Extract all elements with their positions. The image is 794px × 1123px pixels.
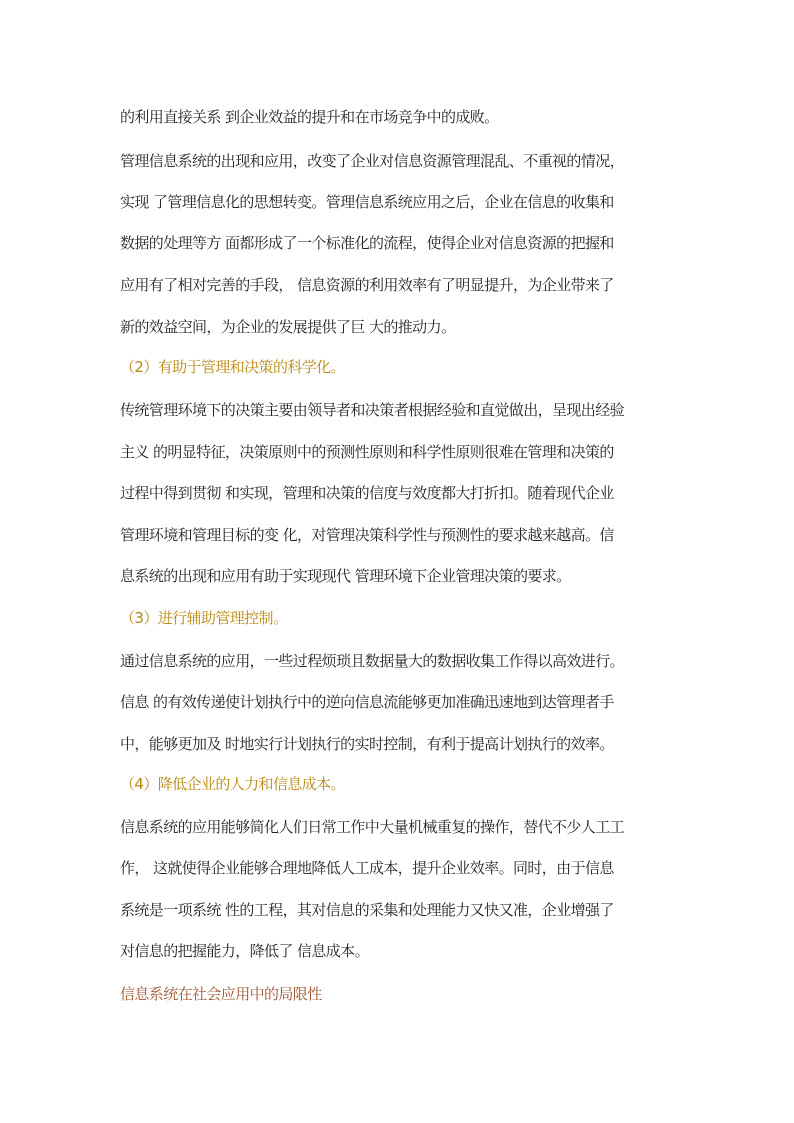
paragraph-line: 作， 这就使得企业能够合理地降低人工成本，提升企业效率。同时，由于信息	[120, 859, 614, 877]
paragraph-line: 管理环境和管理目标的变 化，对管理决策科学性与预测性的要求越来越高。信	[120, 526, 614, 544]
section-heading: 信息系统在社会应用中的局限性	[120, 985, 322, 1003]
paragraph-line: 数据的处理等方 面都形成了一个标准化的流程，使得企业对信息资源的把握和	[120, 234, 614, 252]
subheading: （4）降低企业的人力和信息成本。	[120, 775, 345, 793]
paragraph-line: 对信息的把握能力，降低了 信息成本。	[120, 942, 369, 960]
paragraph-line: 系统是一项系统 性的工程，其对信息的采集和处理能力又快又准，企业增强了	[120, 901, 614, 919]
paragraph-line: 实现 了管理信息化的思想转变。管理信息系统应用之后，企业在信息的收集和	[120, 193, 614, 211]
paragraph-line: 信息 的有效传递使计划执行中的逆向信息流能够更加准确迅速地到达管理者手	[120, 693, 614, 711]
paragraph-line: 中，能够更加及 时地实行计划执行的实时控制，有利于提高计划执行的效率。	[120, 735, 614, 753]
subheading: （3）进行辅助管理控制。	[120, 609, 288, 627]
paragraph-line: 传统管理环境下的决策主要由领导者和决策者根据经验和直觉做出，呈现出经验	[120, 401, 625, 419]
paragraph-line: 的利用直接关系 到企业效益的提升和在市场竞争中的成败。	[120, 108, 499, 126]
paragraph-line: 信息系统的应用能够简化人们日常工作中大量机械重复的操作，替代不少人工工	[120, 818, 625, 836]
paragraph-line: 管理信息系统的出现和应用，改变了企业对信息资源管理混乱、不重视的情况，	[120, 152, 625, 170]
paragraph-line: 应用有了相对完善的手段， 信息资源的利用效率有了明显提升，为企业带来了	[120, 276, 614, 294]
paragraph-line: 新的效益空间，为企业的发展提供了巨 大的推动力。	[120, 318, 456, 336]
paragraph-line: 息系统的出现和应用有助于实现现代 管理环境下企业管理决策的要求。	[120, 567, 571, 585]
subheading: （2）有助于管理和决策的科学化。	[120, 358, 345, 376]
paragraph-line: 通过信息系统的应用，一些过程烦琐且数据量大的数据收集工作得以高效进行。	[120, 652, 625, 670]
paragraph-line: 主义 的明显特征，决策原则中的预测性原则和科学性原则很难在管理和决策的	[120, 443, 614, 461]
paragraph-line: 过程中得到贯彻 和实现，管理和决策的信度与效度都大打折扣。随着现代企业	[120, 484, 614, 502]
